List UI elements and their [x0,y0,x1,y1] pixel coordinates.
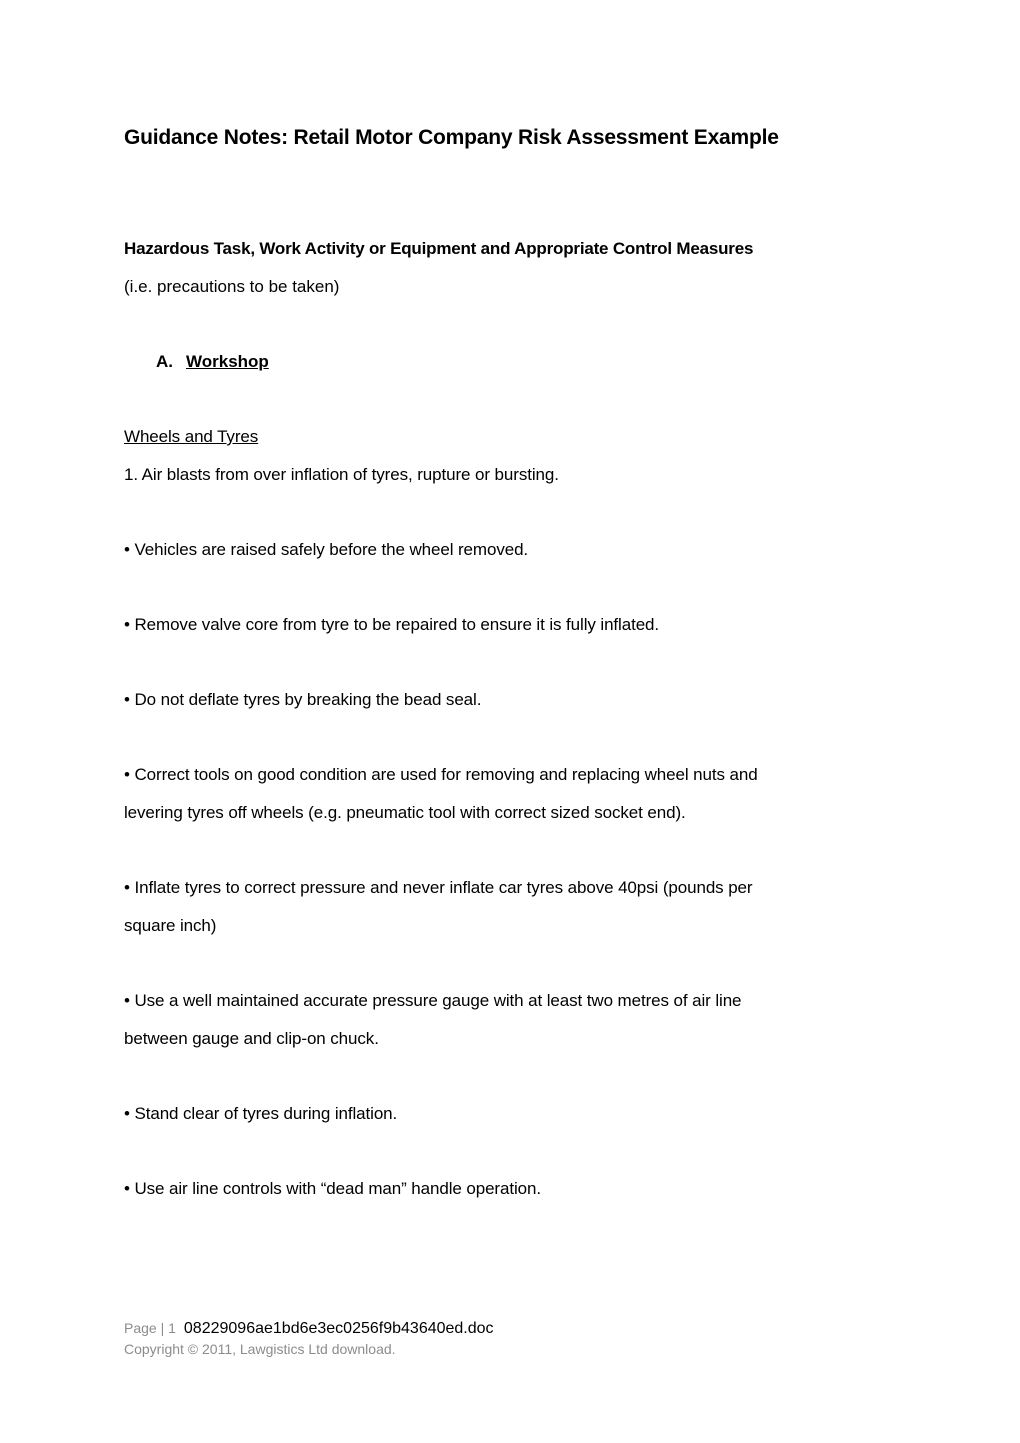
list-item: • Remove valve core from tyre to be repaired to ensure it is fully inflated. [124,615,660,634]
section-workshop [156,352,269,372]
hazard-item: 1. Air blasts from over inflation of tyres, rupture or bursting. [124,465,559,484]
subsection-title: Wheels and Tyres [124,427,259,446]
section-letter: A. [156,352,173,371]
list-item: • Correct tools on good condition are used for removing and replacing wheel nuts and [124,765,758,784]
list-item: • Stand clear of tyres during inflation. [124,1104,398,1123]
list-item-continued: between gauge and clip-on chuck. [124,1029,379,1048]
document-title: Guidance Notes: Retail Motor Company Risk Assessment Example [124,126,779,149]
list-item-continued: levering tyres off wheels (e.g. pneumatic tool with correct sized socket end). [124,803,686,822]
list-item: • Inflate tyres to correct pressure and never inflate car tyres above 40psi (pounds per [124,878,753,897]
footer-page-line [124,1320,494,1338]
list-item: • Do not deflate tyres by breaking the bead seal. [124,690,482,709]
list-item: • Use a well maintained accurate pressure gauge with at least two metres of air line [124,991,742,1010]
section-label: Workshop [186,352,269,371]
page-number: Page | 1 [124,1320,176,1336]
footer-filename: 08229096ae1bd6e3ec0256f9b43640ed.doc [183,1320,494,1337]
list-item: • Vehicles are raised safely before the wheel removed. [124,540,529,559]
section-heading: Hazardous Task, Work Activity or Equipment and Appropriate Control Measures [124,239,754,258]
footer-copyright: Copyright © 2011, Lawgistics Ltd download. [124,1341,396,1357]
section-subheading: (i.e. precautions to be taken) [124,277,340,296]
list-item: • Use air line controls with “dead man” handle operation. [124,1179,541,1198]
list-item-continued: square inch) [124,916,217,935]
